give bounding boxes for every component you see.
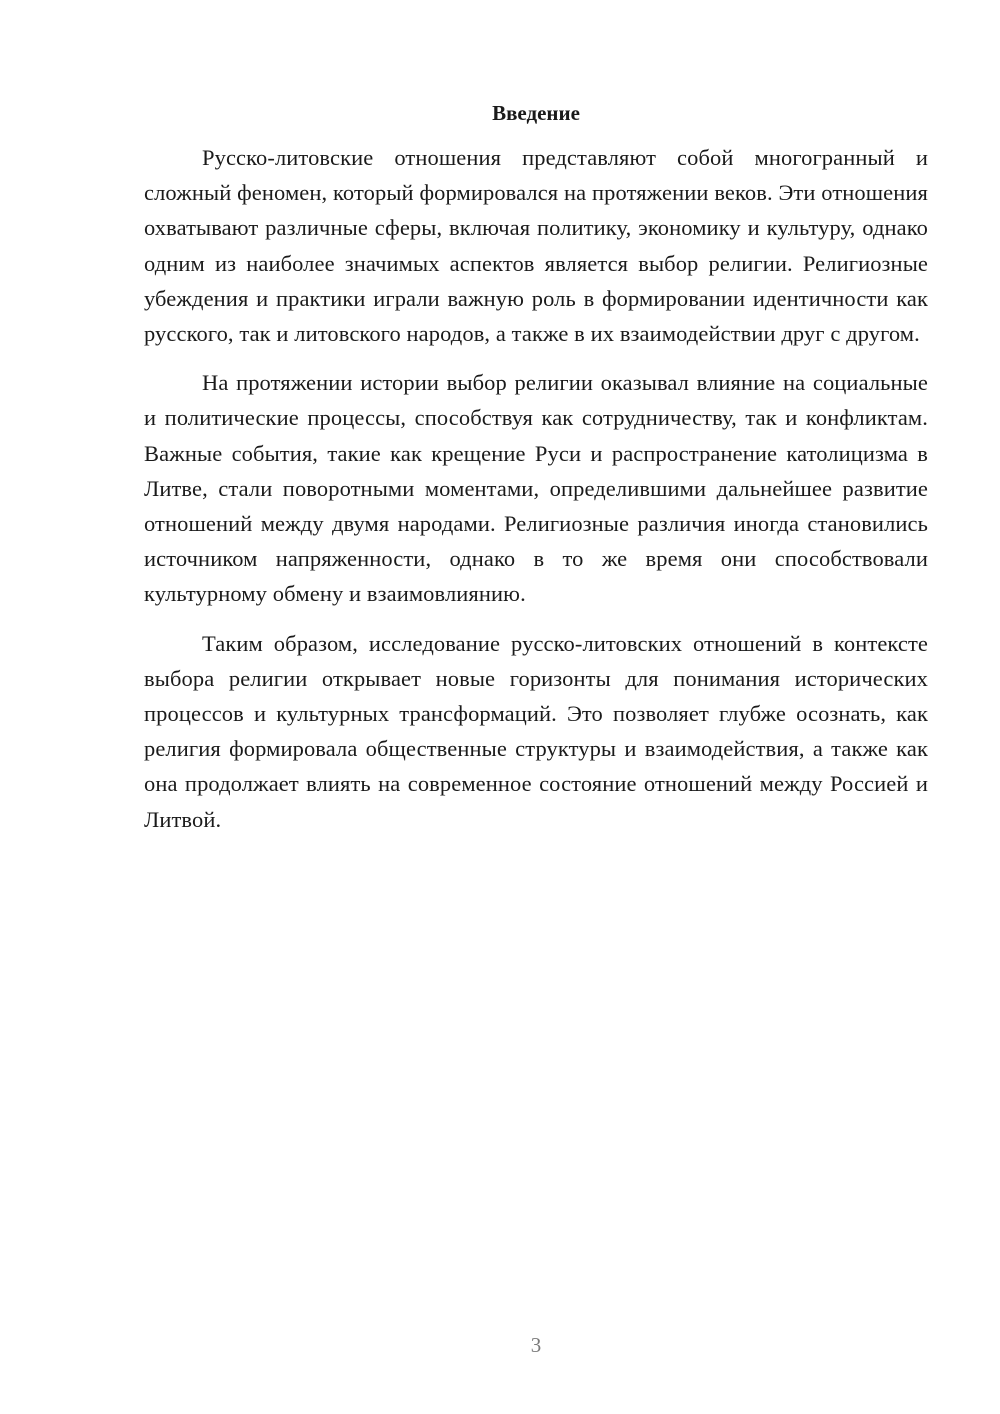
paragraph-1: Русско-литовские отношения представляют собой многогранный и сложный феномен, который формировался на протяжении веков. Эти отношения охватывают различные сферы, включая политику, экономику и культуру, однако одним из наиболее значимых аспектов является выбор религии. Религиозные убеждения и практики играли важную роль в формировании идентичности как русского, так и литовского народов, а также в их взаимодействии друг с другом. [144,145,928,347]
paragraph-3: Таким образом, исследование русско-литовских отношений в контексте выбора религии открывает новые горизонты для понимания исторических процессов и культурных трансформаций. Это позволяет глубже осознать, как религия формировала общественные структуры и взаимодействия, а также как она продолжает влиять на современное состояние отношений между Россией и Литвой. [144,630,928,832]
paragraph-2: На протяжении истории выбор религии оказывал влияние на социальные и политические процессы, способствуя как сотрудничеству, так и конфликтам. Важные события, такие как крещение Руси и распространение католицизма в Литве, стали поворотными моментами, определившими дальнейшее развитие отношений между двумя народами. Религиозные различия иногда становились источником напряженности, однако в то же время они способствовали культурному обмену и взаимовлиянию. [144,370,928,607]
page-content [144,96,928,851]
page-number: 3 [530,1333,542,1357]
section-heading: Введение [492,101,580,125]
